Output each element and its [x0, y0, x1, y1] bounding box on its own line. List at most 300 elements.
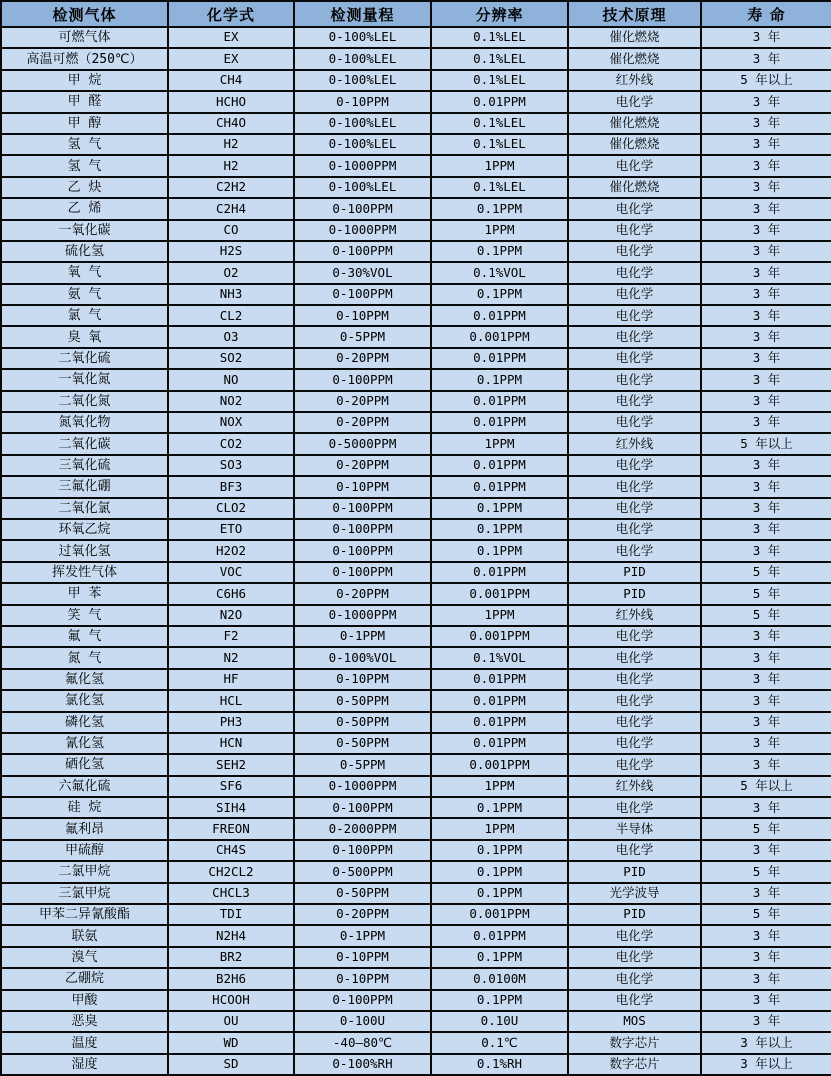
- table-row: [1, 947, 831, 968]
- table-row: [1, 904, 831, 925]
- table-row: [1, 369, 831, 390]
- cell-principle: 电化学: [568, 284, 701, 305]
- cell-formula: CL2: [168, 305, 294, 326]
- table-row: [1, 412, 831, 433]
- cell-lifespan: 3 年: [701, 348, 831, 369]
- cell-formula: C6H6: [168, 583, 294, 604]
- cell-resolution: 0.1%LEL: [431, 48, 568, 69]
- cell-principle: 电化学: [568, 241, 701, 262]
- cell-gas-name: 一氧化碳: [1, 220, 168, 241]
- cell-range: 0-1000PPM: [294, 605, 431, 626]
- cell-principle: 电化学: [568, 455, 701, 476]
- cell-gas-name: 氟化氢: [1, 669, 168, 690]
- cell-formula: NO: [168, 369, 294, 390]
- cell-gas-name: 二氧化氯: [1, 498, 168, 519]
- cell-lifespan: 3 年: [701, 1011, 831, 1032]
- cell-range: 0-100PPM: [294, 284, 431, 305]
- cell-formula: NO2: [168, 391, 294, 412]
- cell-resolution: 0.01PPM: [431, 412, 568, 433]
- cell-gas-name: 联氨: [1, 925, 168, 946]
- cell-resolution: 0.01PPM: [431, 348, 568, 369]
- cell-principle: 催化燃烧: [568, 48, 701, 69]
- cell-formula: O3: [168, 326, 294, 347]
- cell-principle: 红外线: [568, 605, 701, 626]
- cell-gas-name: 氰化氢: [1, 733, 168, 754]
- cell-formula: H2: [168, 155, 294, 176]
- cell-formula: EX: [168, 27, 294, 48]
- cell-lifespan: 3 年: [701, 476, 831, 497]
- cell-lifespan: 3 年: [701, 669, 831, 690]
- cell-lifespan: 3 年: [701, 48, 831, 69]
- cell-formula: O2: [168, 262, 294, 283]
- cell-formula: PH3: [168, 712, 294, 733]
- cell-formula: SIH4: [168, 797, 294, 818]
- cell-principle: 电化学: [568, 412, 701, 433]
- cell-formula: SO2: [168, 348, 294, 369]
- cell-lifespan: 3 年: [701, 690, 831, 711]
- cell-lifespan: 5 年以上: [701, 433, 831, 454]
- cell-formula: CHCL3: [168, 883, 294, 904]
- cell-lifespan: 3 年以上: [701, 1032, 831, 1053]
- cell-resolution: 0.1PPM: [431, 883, 568, 904]
- table-row: [1, 1032, 831, 1053]
- cell-resolution: 0.1PPM: [431, 840, 568, 861]
- cell-resolution: 0.001PPM: [431, 904, 568, 925]
- cell-lifespan: 3 年: [701, 241, 831, 262]
- cell-gas-name: 甲硫醇: [1, 840, 168, 861]
- table-row: [1, 70, 831, 91]
- cell-lifespan: 3 年: [701, 519, 831, 540]
- cell-range: 0-100PPM: [294, 241, 431, 262]
- cell-gas-name: 氢 气: [1, 134, 168, 155]
- cell-formula: CH4O: [168, 113, 294, 134]
- cell-formula: NH3: [168, 284, 294, 305]
- cell-lifespan: 5 年: [701, 605, 831, 626]
- cell-range: 0-20PPM: [294, 348, 431, 369]
- column-header-gas-name: 检测气体: [1, 1, 168, 27]
- cell-principle: 电化学: [568, 91, 701, 112]
- cell-principle: 电化学: [568, 220, 701, 241]
- cell-resolution: 0.01PPM: [431, 391, 568, 412]
- cell-range: -40—80℃: [294, 1032, 431, 1053]
- cell-gas-name: 二氧化硫: [1, 348, 168, 369]
- cell-resolution: 0.01PPM: [431, 476, 568, 497]
- cell-resolution: 0.01PPM: [431, 690, 568, 711]
- cell-range: 0-100PPM: [294, 840, 431, 861]
- cell-formula: HCN: [168, 733, 294, 754]
- table-row: [1, 776, 831, 797]
- cell-lifespan: 5 年: [701, 904, 831, 925]
- cell-range: 0-30%VOL: [294, 262, 431, 283]
- cell-principle: 催化燃烧: [568, 27, 701, 48]
- cell-resolution: 0.1%LEL: [431, 177, 568, 198]
- cell-gas-name: 氢 气: [1, 155, 168, 176]
- cell-range: 0-10PPM: [294, 305, 431, 326]
- cell-formula: TDI: [168, 904, 294, 925]
- cell-formula: B2H6: [168, 968, 294, 989]
- cell-gas-name: 硒化氢: [1, 754, 168, 775]
- cell-formula: HCHO: [168, 91, 294, 112]
- cell-lifespan: 5 年: [701, 583, 831, 604]
- cell-gas-name: 乙 炔: [1, 177, 168, 198]
- cell-resolution: 0.001PPM: [431, 326, 568, 347]
- column-header-resolution: 分辨率: [431, 1, 568, 27]
- cell-formula: CO: [168, 220, 294, 241]
- cell-gas-name: 甲苯二异氰酸酯: [1, 904, 168, 925]
- cell-lifespan: 3 年: [701, 198, 831, 219]
- table-row: [1, 284, 831, 305]
- cell-resolution: 1PPM: [431, 220, 568, 241]
- cell-resolution: 0.1%RH: [431, 1054, 568, 1075]
- cell-lifespan: 3 年: [701, 177, 831, 198]
- cell-resolution: 0.1PPM: [431, 498, 568, 519]
- cell-formula: BF3: [168, 476, 294, 497]
- cell-lifespan: 3 年: [701, 733, 831, 754]
- cell-lifespan: 5 年以上: [701, 776, 831, 797]
- cell-formula: SF6: [168, 776, 294, 797]
- cell-formula: F2: [168, 626, 294, 647]
- table-row: [1, 134, 831, 155]
- cell-resolution: 0.1%LEL: [431, 70, 568, 91]
- cell-formula: OU: [168, 1011, 294, 1032]
- table-row: [1, 669, 831, 690]
- cell-gas-name: 甲 醛: [1, 91, 168, 112]
- cell-resolution: 1PPM: [431, 818, 568, 839]
- cell-principle: 红外线: [568, 433, 701, 454]
- cell-gas-name: 恶臭: [1, 1011, 168, 1032]
- cell-formula: ETO: [168, 519, 294, 540]
- cell-gas-name: 过氧化氢: [1, 540, 168, 561]
- cell-lifespan: 3 年: [701, 326, 831, 347]
- cell-lifespan: 3 年: [701, 883, 831, 904]
- table-row: [1, 1054, 831, 1075]
- table-row: [1, 519, 831, 540]
- cell-resolution: 0.1PPM: [431, 369, 568, 390]
- cell-lifespan: 3 年: [701, 990, 831, 1011]
- cell-range: 0-100%VOL: [294, 647, 431, 668]
- cell-resolution: 0.01PPM: [431, 91, 568, 112]
- cell-resolution: 0.01PPM: [431, 455, 568, 476]
- cell-lifespan: 5 年: [701, 818, 831, 839]
- cell-range: 0-100%LEL: [294, 134, 431, 155]
- cell-principle: 电化学: [568, 326, 701, 347]
- cell-principle: 电化学: [568, 947, 701, 968]
- table-row: [1, 1011, 831, 1032]
- table-row: [1, 712, 831, 733]
- table-row: [1, 754, 831, 775]
- cell-resolution: 1PPM: [431, 776, 568, 797]
- cell-formula: CO2: [168, 433, 294, 454]
- cell-principle: 催化燃烧: [568, 134, 701, 155]
- cell-range: 0-50PPM: [294, 690, 431, 711]
- table-row: [1, 262, 831, 283]
- column-header-formula: 化学式: [168, 1, 294, 27]
- cell-range: 0-100%RH: [294, 1054, 431, 1075]
- cell-gas-name: 一氧化氮: [1, 369, 168, 390]
- cell-range: 0-500PPM: [294, 861, 431, 882]
- table-row: [1, 348, 831, 369]
- cell-principle: 电化学: [568, 712, 701, 733]
- table-row: [1, 476, 831, 497]
- cell-principle: 电化学: [568, 476, 701, 497]
- cell-lifespan: 3 年: [701, 91, 831, 112]
- cell-lifespan: 5 年: [701, 562, 831, 583]
- table-row: [1, 326, 831, 347]
- table-row: [1, 818, 831, 839]
- cell-resolution: 0.1℃: [431, 1032, 568, 1053]
- cell-lifespan: 3 年: [701, 262, 831, 283]
- cell-resolution: 1PPM: [431, 605, 568, 626]
- cell-resolution: 0.1PPM: [431, 198, 568, 219]
- cell-lifespan: 3 年: [701, 412, 831, 433]
- table-row: [1, 305, 831, 326]
- cell-principle: PID: [568, 562, 701, 583]
- cell-formula: FREON: [168, 818, 294, 839]
- cell-range: 0-5PPM: [294, 754, 431, 775]
- cell-gas-name: 氟利昂: [1, 818, 168, 839]
- cell-lifespan: 3 年: [701, 113, 831, 134]
- cell-principle: MOS: [568, 1011, 701, 1032]
- cell-formula: N2O: [168, 605, 294, 626]
- cell-resolution: 0.1PPM: [431, 284, 568, 305]
- cell-formula: CH2CL2: [168, 861, 294, 882]
- cell-lifespan: 3 年: [701, 947, 831, 968]
- cell-range: 0-5000PPM: [294, 433, 431, 454]
- cell-range: 0-50PPM: [294, 733, 431, 754]
- cell-lifespan: 3 年: [701, 305, 831, 326]
- cell-formula: C2H4: [168, 198, 294, 219]
- cell-gas-name: 挥发性气体: [1, 562, 168, 583]
- cell-gas-name: 可燃气体: [1, 27, 168, 48]
- cell-principle: 电化学: [568, 968, 701, 989]
- cell-gas-name: 氯 气: [1, 305, 168, 326]
- cell-principle: 电化学: [568, 925, 701, 946]
- cell-gas-name: 笑 气: [1, 605, 168, 626]
- cell-range: 0-10PPM: [294, 476, 431, 497]
- cell-range: 0-100PPM: [294, 562, 431, 583]
- cell-formula: H2O2: [168, 540, 294, 561]
- cell-formula: BR2: [168, 947, 294, 968]
- table-row: [1, 883, 831, 904]
- cell-range: 0-20PPM: [294, 391, 431, 412]
- cell-resolution: 0.1PPM: [431, 540, 568, 561]
- cell-resolution: 0.01PPM: [431, 669, 568, 690]
- table-row: [1, 241, 831, 262]
- cell-range: 0-100PPM: [294, 198, 431, 219]
- column-header-lifespan: 寿 命: [701, 1, 831, 27]
- table-row: [1, 155, 831, 176]
- cell-resolution: 0.01PPM: [431, 712, 568, 733]
- cell-lifespan: 3 年: [701, 712, 831, 733]
- cell-principle: 电化学: [568, 733, 701, 754]
- cell-gas-name: 湿度: [1, 1054, 168, 1075]
- cell-resolution: 1PPM: [431, 155, 568, 176]
- cell-principle: 电化学: [568, 647, 701, 668]
- cell-range: 0-20PPM: [294, 904, 431, 925]
- cell-gas-name: 甲酸: [1, 990, 168, 1011]
- cell-gas-name: 高温可燃（250℃）: [1, 48, 168, 69]
- cell-range: 0-100U: [294, 1011, 431, 1032]
- cell-resolution: 0.01PPM: [431, 925, 568, 946]
- cell-resolution: 0.001PPM: [431, 754, 568, 775]
- column-header-range: 检测量程: [294, 1, 431, 27]
- cell-resolution: 0.01PPM: [431, 562, 568, 583]
- cell-principle: 电化学: [568, 262, 701, 283]
- table-row: [1, 540, 831, 561]
- cell-principle: 电化学: [568, 754, 701, 775]
- cell-lifespan: 3 年: [701, 155, 831, 176]
- cell-principle: PID: [568, 861, 701, 882]
- table-row: [1, 113, 831, 134]
- cell-principle: 电化学: [568, 198, 701, 219]
- table-row: [1, 990, 831, 1011]
- cell-range: 0-20PPM: [294, 583, 431, 604]
- cell-range: 0-10PPM: [294, 91, 431, 112]
- cell-gas-name: 温度: [1, 1032, 168, 1053]
- column-header-principle: 技术原理: [568, 1, 701, 27]
- cell-lifespan: 3 年: [701, 968, 831, 989]
- cell-resolution: 0.1PPM: [431, 990, 568, 1011]
- cell-lifespan: 3 年: [701, 391, 831, 412]
- cell-gas-name: 三氯甲烷: [1, 883, 168, 904]
- cell-principle: 半导体: [568, 818, 701, 839]
- cell-gas-name: 磷化氢: [1, 712, 168, 733]
- cell-gas-name: 环氧乙烷: [1, 519, 168, 540]
- cell-range: 0-1000PPM: [294, 220, 431, 241]
- cell-gas-name: 硅 烷: [1, 797, 168, 818]
- cell-principle: 电化学: [568, 498, 701, 519]
- table-row: [1, 562, 831, 583]
- cell-principle: 电化学: [568, 840, 701, 861]
- cell-formula: CH4S: [168, 840, 294, 861]
- cell-range: 0-1PPM: [294, 626, 431, 647]
- cell-range: 0-100%LEL: [294, 27, 431, 48]
- cell-range: 0-100%LEL: [294, 113, 431, 134]
- table-row: [1, 455, 831, 476]
- cell-lifespan: 3 年: [701, 840, 831, 861]
- cell-gas-name: 二氧化碳: [1, 433, 168, 454]
- cell-formula: HCOOH: [168, 990, 294, 1011]
- cell-resolution: 0.1PPM: [431, 241, 568, 262]
- cell-range: 0-5PPM: [294, 326, 431, 347]
- cell-range: 0-10PPM: [294, 968, 431, 989]
- cell-gas-name: 臭 氧: [1, 326, 168, 347]
- cell-formula: WD: [168, 1032, 294, 1053]
- cell-formula: HCL: [168, 690, 294, 711]
- cell-gas-name: 乙硼烷: [1, 968, 168, 989]
- cell-gas-name: 氧 气: [1, 262, 168, 283]
- cell-lifespan: 3 年: [701, 540, 831, 561]
- cell-resolution: 0.001PPM: [431, 626, 568, 647]
- cell-formula: H2S: [168, 241, 294, 262]
- cell-gas-name: 乙 烯: [1, 198, 168, 219]
- cell-formula: C2H2: [168, 177, 294, 198]
- cell-gas-name: 二氧化氮: [1, 391, 168, 412]
- cell-formula: VOC: [168, 562, 294, 583]
- cell-lifespan: 5 年以上: [701, 70, 831, 91]
- cell-lifespan: 3 年: [701, 647, 831, 668]
- cell-range: 0-100PPM: [294, 540, 431, 561]
- header-row: [1, 1, 831, 27]
- cell-formula: EX: [168, 48, 294, 69]
- cell-range: 0-100%LEL: [294, 48, 431, 69]
- cell-principle: 电化学: [568, 348, 701, 369]
- cell-lifespan: 3 年: [701, 626, 831, 647]
- cell-gas-name: 氟 气: [1, 626, 168, 647]
- cell-principle: PID: [568, 583, 701, 604]
- cell-formula: SEH2: [168, 754, 294, 775]
- cell-principle: 红外线: [568, 776, 701, 797]
- cell-principle: 催化燃烧: [568, 177, 701, 198]
- cell-principle: 催化燃烧: [568, 113, 701, 134]
- table-row: [1, 391, 831, 412]
- cell-principle: 电化学: [568, 369, 701, 390]
- table-body: [1, 27, 831, 1075]
- cell-formula: H2: [168, 134, 294, 155]
- cell-lifespan: 3 年以上: [701, 1054, 831, 1075]
- cell-resolution: 0.1PPM: [431, 947, 568, 968]
- table-row: [1, 27, 831, 48]
- cell-gas-name: 氮氧化物: [1, 412, 168, 433]
- cell-range: 0-50PPM: [294, 883, 431, 904]
- cell-principle: 电化学: [568, 990, 701, 1011]
- cell-range: 0-100PPM: [294, 990, 431, 1011]
- cell-formula: SD: [168, 1054, 294, 1075]
- table-row: [1, 690, 831, 711]
- cell-resolution: 0.1%VOL: [431, 647, 568, 668]
- cell-range: 0-2000PPM: [294, 818, 431, 839]
- cell-range: 0-1000PPM: [294, 776, 431, 797]
- cell-lifespan: 3 年: [701, 284, 831, 305]
- cell-formula: CH4: [168, 70, 294, 91]
- cell-gas-name: 六氟化硫: [1, 776, 168, 797]
- table-row: [1, 91, 831, 112]
- table-row: [1, 861, 831, 882]
- cell-resolution: 0.1%LEL: [431, 113, 568, 134]
- cell-principle: 电化学: [568, 540, 701, 561]
- cell-gas-name: 硫化氢: [1, 241, 168, 262]
- cell-lifespan: 3 年: [701, 27, 831, 48]
- cell-resolution: 0.01PPM: [431, 305, 568, 326]
- cell-range: 0-100PPM: [294, 797, 431, 818]
- cell-principle: 光学波导: [568, 883, 701, 904]
- cell-lifespan: 3 年: [701, 134, 831, 155]
- cell-lifespan: 3 年: [701, 455, 831, 476]
- table-row: [1, 198, 831, 219]
- cell-range: 0-10PPM: [294, 669, 431, 690]
- cell-gas-name: 二氯甲烷: [1, 861, 168, 882]
- cell-gas-name: 三氧化硫: [1, 455, 168, 476]
- cell-range: 0-20PPM: [294, 412, 431, 433]
- cell-formula: NOX: [168, 412, 294, 433]
- cell-range: 0-10PPM: [294, 947, 431, 968]
- table-row: [1, 433, 831, 454]
- cell-lifespan: 3 年: [701, 925, 831, 946]
- cell-gas-name: 氮 气: [1, 647, 168, 668]
- cell-resolution: 0.01PPM: [431, 733, 568, 754]
- table-row: [1, 177, 831, 198]
- cell-resolution: 0.1PPM: [431, 519, 568, 540]
- cell-lifespan: 3 年: [701, 498, 831, 519]
- table-row: [1, 733, 831, 754]
- cell-gas-name: 甲 烷: [1, 70, 168, 91]
- cell-principle: 电化学: [568, 305, 701, 326]
- table-row: [1, 626, 831, 647]
- cell-principle: 红外线: [568, 70, 701, 91]
- cell-principle: 电化学: [568, 690, 701, 711]
- cell-principle: 电化学: [568, 155, 701, 176]
- cell-range: 0-100PPM: [294, 498, 431, 519]
